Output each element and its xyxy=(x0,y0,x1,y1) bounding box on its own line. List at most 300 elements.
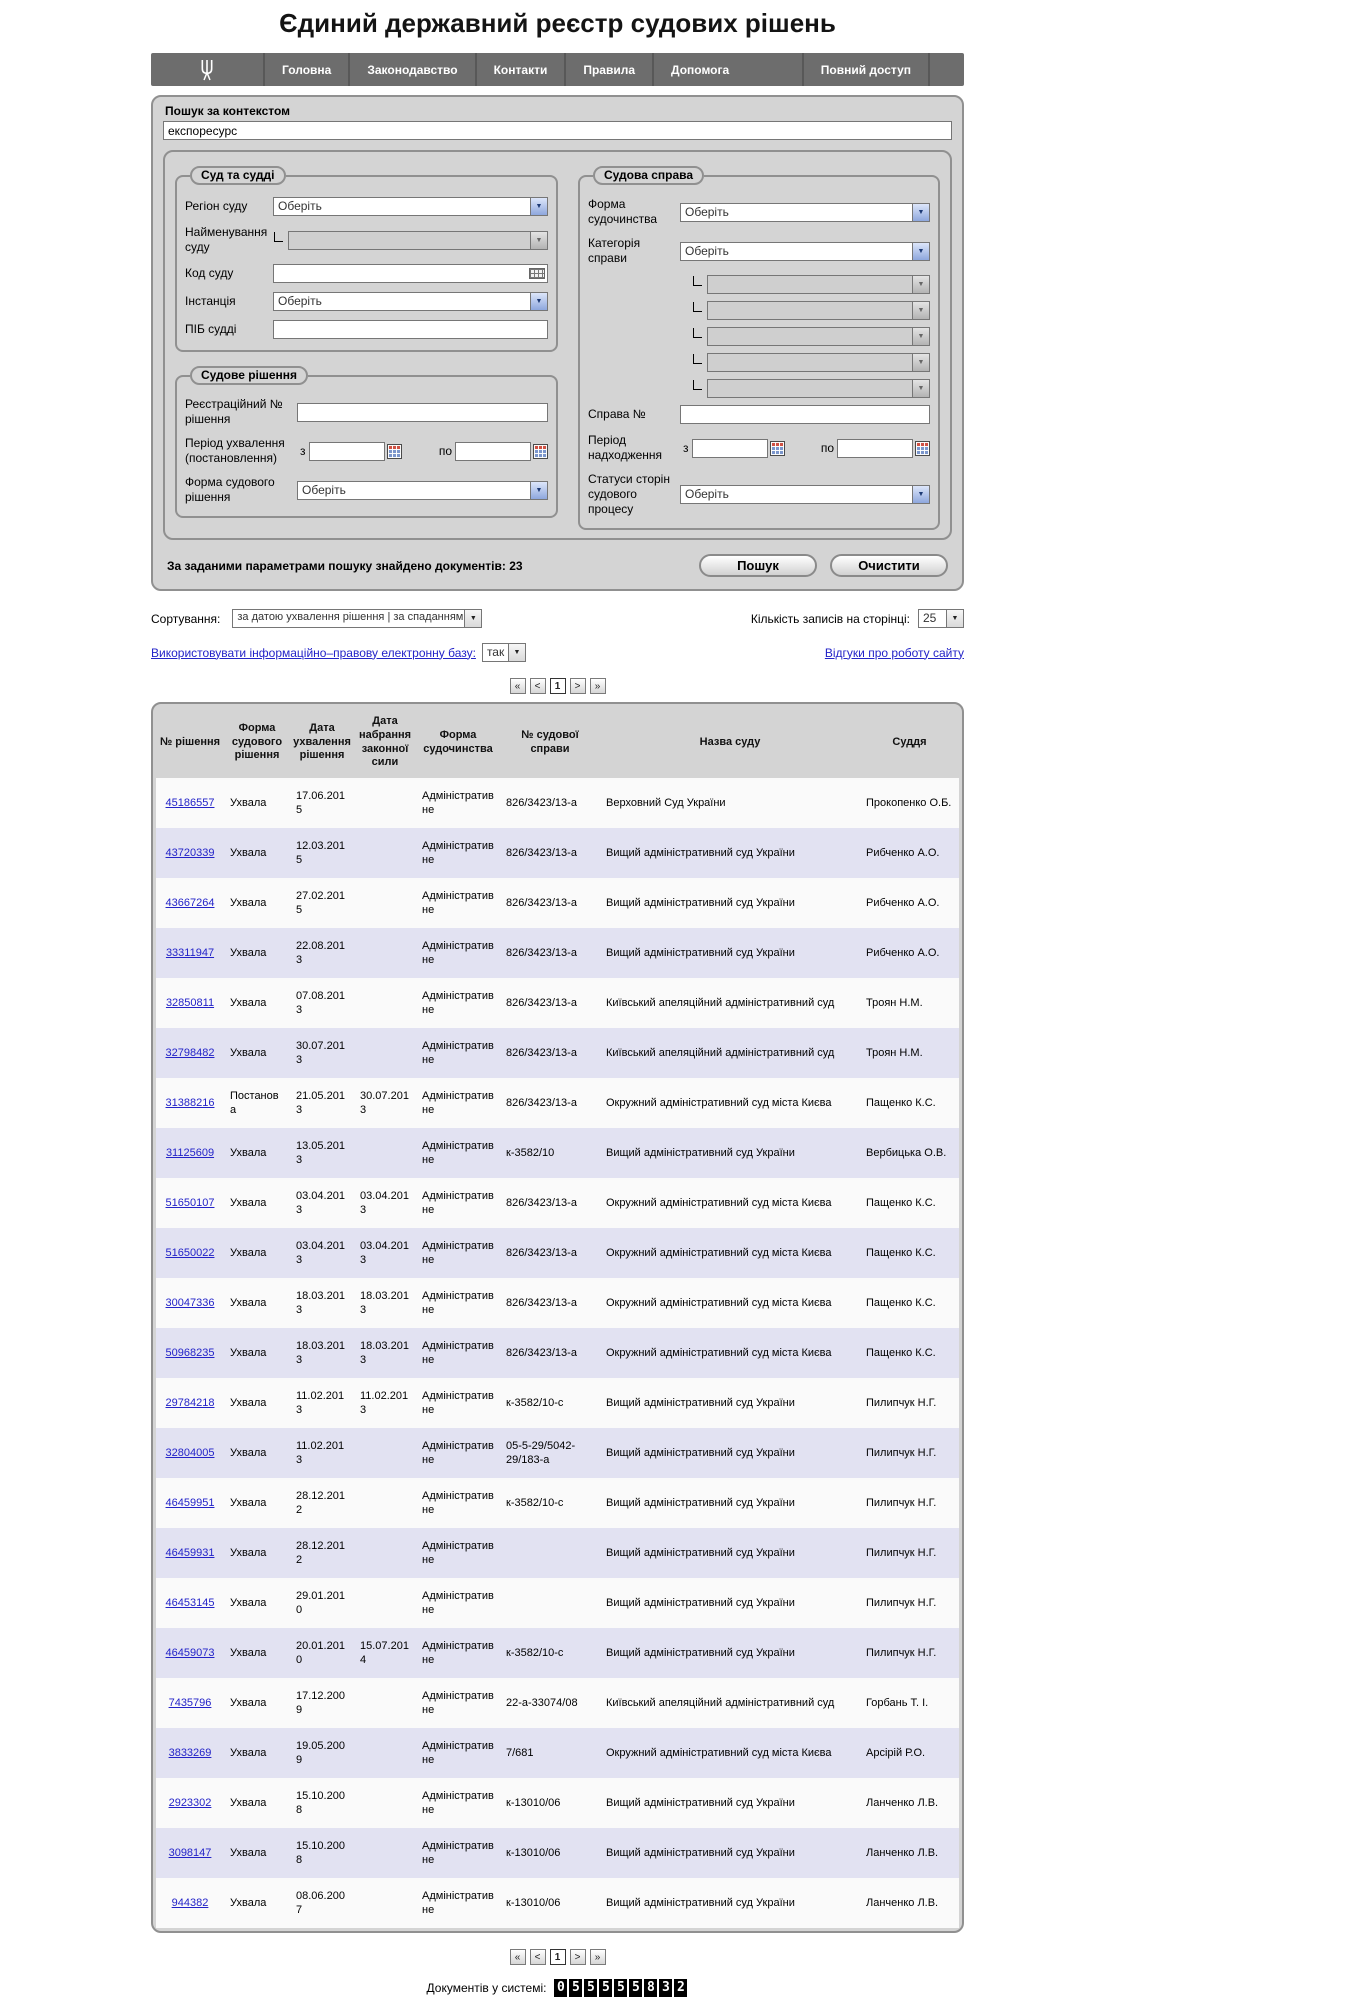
sort-value: за датою ухвалення рішення | за спаданням xyxy=(237,611,464,623)
case-subcategory-row xyxy=(692,301,930,320)
table-row xyxy=(156,978,959,1028)
nav-item-rules[interactable]: Правила xyxy=(564,53,652,86)
table-row xyxy=(156,1278,959,1328)
decision-link[interactable]: 51650022 xyxy=(165,1246,215,1259)
adoption-date-cell: 17.12.2009 xyxy=(296,1689,345,1716)
decision-form-cell: Ухвала xyxy=(230,1146,267,1159)
proceeding-form-cell: Адміністративне xyxy=(422,939,494,966)
court-name-cell: Вищий адміністративний суд України xyxy=(606,1496,795,1509)
decision-form-cell: Ухвала xyxy=(230,1396,267,1409)
decision-number-cell xyxy=(156,1428,224,1478)
judge-cell: Ланченко Л.В. xyxy=(866,1796,939,1809)
decision-number-cell xyxy=(156,1578,224,1628)
case-category-select[interactable] xyxy=(680,242,930,261)
decision-fieldset xyxy=(175,366,558,518)
pagination-prev-button[interactable]: < xyxy=(530,678,546,694)
decision-link[interactable]: 50968235 xyxy=(165,1346,215,1359)
adoption-date-cell: 13.05.2013 xyxy=(296,1139,345,1166)
chevron-down-icon xyxy=(912,276,929,293)
left-column xyxy=(175,152,558,518)
case-number-cell: к-3582/10-с xyxy=(506,1496,564,1509)
col-decision-number: № рішення xyxy=(159,735,221,748)
adoption-date-cell: 11.02.2013 xyxy=(296,1389,345,1416)
proceeding-form-cell: Адміністративне xyxy=(422,1389,494,1416)
effective-date-cell xyxy=(354,778,416,828)
decision-number-cell xyxy=(156,978,224,1028)
effective-date-cell: 03.04.2013 xyxy=(360,1190,409,1217)
party-status-label: Статуси сторін судового процесу xyxy=(588,472,670,516)
effective-date-cell: 11.02.2013 xyxy=(360,1390,409,1417)
calendar-icon[interactable] xyxy=(915,441,930,456)
proceeding-form-row xyxy=(588,197,930,227)
reg-number-input[interactable] xyxy=(297,403,548,422)
page-title: Єдиний державний реєстр судових рішень xyxy=(279,8,836,38)
col-judge: Суддя xyxy=(892,735,927,748)
decision-form-select[interactable] xyxy=(297,481,548,500)
case-number-cell: 826/3423/13-а xyxy=(506,1296,577,1309)
context-search-input[interactable] xyxy=(163,121,952,140)
decision-legend: Судове рішення xyxy=(190,366,308,385)
effective-date-cell xyxy=(354,1128,416,1178)
proceeding-form-cell: Адміністративне xyxy=(422,1039,494,1066)
search-panel xyxy=(151,95,964,591)
decision-form-cell: Ухвала xyxy=(230,1896,267,1909)
court-name-cell: Окружний адміністративний суд міста Києва xyxy=(606,1746,832,1759)
court-name-label: Найменування суду xyxy=(185,225,268,254)
chevron-down-icon xyxy=(912,380,929,397)
effective-date-cell xyxy=(354,1678,416,1728)
case-number-label: Справа № xyxy=(588,407,646,421)
proceeding-form-cell: Адміністративне xyxy=(422,1239,494,1266)
case-number-cell: 826/3423/13-а xyxy=(506,846,577,859)
coat-of-arms-logo xyxy=(151,53,263,86)
case-number-cell: к-13010/06 xyxy=(506,1796,561,1809)
decision-number-cell xyxy=(156,1778,224,1828)
judge-cell: Прокопенко О.Б. xyxy=(866,796,952,809)
decision-link[interactable]: 29784218 xyxy=(165,1396,215,1409)
feedback-link[interactable]: Відгуки про роботу сайту xyxy=(824,645,964,660)
decision-link[interactable]: 46453145 xyxy=(165,1596,215,1609)
results-table-header xyxy=(156,707,959,778)
decision-number-cell xyxy=(156,1328,224,1378)
adoption-date-cell: 12.03.2015 xyxy=(296,839,345,866)
case-number-cell: 826/3423/13-а xyxy=(506,896,577,909)
nav-item-full-access[interactable]: Повний доступ xyxy=(802,53,930,86)
proceeding-form-cell: Адміністративне xyxy=(422,1139,494,1166)
effective-date-cell xyxy=(354,928,416,978)
case-category-label: Категорія справи xyxy=(588,236,641,265)
effective-date-cell: 18.03.2013 xyxy=(360,1340,409,1367)
case-subcategory-select-4 xyxy=(707,353,930,372)
effective-date-cell: 03.04.2013 xyxy=(360,1240,409,1267)
adoption-period-row xyxy=(185,436,548,466)
decision-number-cell xyxy=(156,1228,224,1278)
chevron-down-icon xyxy=(912,302,929,319)
search-button[interactable]: Пошук xyxy=(699,554,817,577)
effective-date-cell xyxy=(354,878,416,928)
adoption-date-from-input[interactable] xyxy=(309,442,385,461)
table-row xyxy=(156,1728,959,1778)
case-number-input[interactable] xyxy=(680,405,930,424)
col-case-number: № судової справи xyxy=(521,728,579,755)
proceeding-form-cell: Адміністративне xyxy=(422,1089,494,1116)
decision-link[interactable]: 30047336 xyxy=(165,1296,215,1309)
court-judges-fieldset xyxy=(175,166,558,352)
proceeding-form-label: Форма судочинства xyxy=(588,197,658,226)
system-counter-label: Документів у системі: xyxy=(426,1981,547,1995)
effective-date-cell: 15.07.2014 xyxy=(360,1640,409,1667)
judge-cell: Троян Н.М. xyxy=(866,1046,923,1059)
proceeding-form-cell: Адміністративне xyxy=(422,1589,494,1616)
decision-link[interactable]: 944382 xyxy=(171,1896,209,1909)
sort-select[interactable] xyxy=(232,609,482,628)
case-number-cell: 05-5-29/5042-29/183-а xyxy=(506,1439,576,1466)
instance-value: Оберіть xyxy=(278,294,322,308)
system-counter xyxy=(151,1979,964,1997)
decision-form-cell: Ухвала xyxy=(230,1796,267,1809)
chevron-down-icon xyxy=(464,610,481,627)
period-to-label: по xyxy=(438,444,452,458)
court-name-row xyxy=(185,225,548,255)
decision-form-cell: Ухвала xyxy=(230,1246,267,1259)
case-category-value: Оберіть xyxy=(685,243,729,258)
proceeding-form-cell: Адміністративне xyxy=(422,1839,494,1866)
court-name-cell: Окружний адміністративний суд міста Києва xyxy=(606,1346,832,1359)
court-name-cell: Окружний адміністративний суд міста Києва xyxy=(606,1246,832,1259)
case-fieldset xyxy=(578,166,940,530)
decision-link[interactable]: 33311947 xyxy=(165,946,215,959)
pagination-top xyxy=(151,678,964,694)
decision-link[interactable]: 43667264 xyxy=(165,896,215,909)
decision-link[interactable]: 46459951 xyxy=(165,1496,215,1509)
decision-number-cell xyxy=(156,1078,224,1128)
decision-number-cell xyxy=(156,1528,224,1578)
decision-link[interactable]: 2923302 xyxy=(168,1796,212,1809)
pagination-last-button[interactable]: » xyxy=(590,1949,606,1965)
case-subcategory-select-2 xyxy=(707,301,930,320)
court-name-cell: Вищий адміністративний суд України xyxy=(606,1396,795,1409)
proceeding-form-cell: Адміністративне xyxy=(422,1889,494,1916)
chevron-down-icon xyxy=(530,482,547,499)
adoption-date-to-input[interactable] xyxy=(455,442,531,461)
nav-item-home[interactable]: Головна xyxy=(263,53,348,86)
effective-date-cell xyxy=(354,978,416,1028)
case-number-cell: 826/3423/13-а xyxy=(506,1196,577,1209)
decision-form-row xyxy=(185,475,548,505)
right-column xyxy=(578,152,940,530)
chevron-down-icon xyxy=(946,610,963,627)
decision-form-cell: Ухвала xyxy=(230,1196,267,1209)
decision-link[interactable]: 31388216 xyxy=(165,1096,215,1109)
judge-cell: Вербицька О.В. xyxy=(866,1146,947,1159)
decision-form-cell: Ухвала xyxy=(230,996,267,1009)
judge-cell: Рибченко А.О. xyxy=(866,846,940,859)
proceeding-form-cell: Адміністративне xyxy=(422,1189,494,1216)
court-name-cell: Вищий адміністративний суд України xyxy=(606,846,795,859)
court-judges-legend: Суд та судді xyxy=(190,166,286,185)
court-code-row xyxy=(185,264,548,283)
nav-item-help[interactable]: Допомога xyxy=(652,53,746,86)
calendar-icon[interactable] xyxy=(770,441,785,456)
branch-corner-icon xyxy=(693,354,702,364)
links-row xyxy=(151,643,964,662)
judge-cell: Рибченко А.О. xyxy=(866,896,940,909)
proceeding-form-value: Оберіть xyxy=(685,204,729,219)
per-page-label: Кількість записів на сторінці: xyxy=(750,611,910,626)
case-number-cell: к-3582/10-с xyxy=(506,1396,564,1409)
pagination-last-button[interactable]: » xyxy=(590,678,606,694)
judge-cell: Пащенко К.С. xyxy=(866,1196,936,1209)
table-row xyxy=(156,1578,959,1628)
judge-name-label: ПІБ судді xyxy=(185,322,237,336)
col-court-name: Назва суду xyxy=(699,735,761,748)
decision-number-cell xyxy=(156,1728,224,1778)
table-row xyxy=(156,1678,959,1728)
case-number-cell: к-13010/06 xyxy=(506,1896,561,1909)
table-row xyxy=(156,1828,959,1878)
pagination-next-button[interactable]: > xyxy=(570,1949,586,1965)
nav-item-legislation[interactable]: Законодавство xyxy=(348,53,474,86)
legal-base-link[interactable]: Використовувати інформаційно–правову електронну базу: xyxy=(151,645,476,660)
judge-cell: Пащенко К.С. xyxy=(866,1246,936,1259)
decision-link[interactable]: 45186557 xyxy=(165,796,215,809)
counter-digit: 5 xyxy=(599,1979,612,1997)
col-decision-form: Форма судового рішення xyxy=(231,721,283,762)
results-table-panel xyxy=(151,702,964,1933)
decision-form-cell: Ухвала xyxy=(230,896,267,909)
table-row xyxy=(156,778,959,828)
chevron-down-icon xyxy=(912,486,929,503)
branch-corner-icon xyxy=(693,302,702,312)
decision-link[interactable]: 46459073 xyxy=(165,1646,215,1659)
proceeding-form-cell: Адміністративне xyxy=(422,1689,494,1716)
clear-button[interactable]: Очистити xyxy=(830,554,948,577)
chevron-down-icon xyxy=(530,232,547,249)
decision-number-cell xyxy=(156,1278,224,1328)
case-number-cell: 22-а-33074/08 xyxy=(506,1696,578,1709)
court-name-cell: Вищий адміністративний суд України xyxy=(606,1596,795,1609)
decision-form-cell: Постанова xyxy=(230,1089,279,1116)
calendar-icon[interactable] xyxy=(533,444,548,459)
branch-corner-icon xyxy=(693,328,702,338)
decision-link[interactable]: 3098147 xyxy=(168,1846,212,1859)
decision-number-cell xyxy=(156,1028,224,1078)
decision-number-cell xyxy=(156,1628,224,1678)
keyboard-icon[interactable] xyxy=(529,268,545,279)
decision-form-cell: Ухвала xyxy=(230,946,267,959)
adoption-date-cell: 17.06.2015 xyxy=(296,789,345,816)
legal-base-select[interactable] xyxy=(482,643,526,662)
case-number-cell: к-3582/10 xyxy=(506,1146,555,1159)
court-name-cell: Вищий адміністративний суд України xyxy=(606,1796,795,1809)
decision-form-cell: Ухвала xyxy=(230,796,267,809)
judge-cell: Пащенко К.С. xyxy=(866,1346,936,1359)
calendar-icon[interactable] xyxy=(387,444,402,459)
court-name-cell: Вищий адміністративний суд України xyxy=(606,1646,795,1659)
adoption-date-cell: 28.12.2012 xyxy=(296,1539,345,1566)
proceeding-form-cell: Адміністративне xyxy=(422,1539,494,1566)
period-from-label: з xyxy=(300,444,306,458)
decision-form-cell: Ухвала xyxy=(230,1546,267,1559)
legal-base-value: так xyxy=(486,645,505,659)
instance-label: Інстанція xyxy=(185,294,236,308)
effective-date-cell xyxy=(354,1428,416,1478)
decision-link[interactable]: 43720339 xyxy=(165,846,215,859)
sort-controls-row xyxy=(151,609,964,628)
party-status-row xyxy=(588,472,930,517)
decision-link[interactable]: 32798482 xyxy=(165,1046,215,1059)
pagination-first-button[interactable]: « xyxy=(510,678,526,694)
chevron-down-icon xyxy=(912,204,929,221)
adoption-date-cell: 29.01.2010 xyxy=(296,1589,345,1616)
nav-item-contacts[interactable]: Контакти xyxy=(475,53,565,86)
judge-cell: Пащенко К.С. xyxy=(866,1096,936,1109)
decision-form-cell: Ухвала xyxy=(230,1696,267,1709)
counter-digit: 0 xyxy=(554,1979,567,1997)
adoption-date-cell: 03.04.2013 xyxy=(296,1189,345,1216)
proceeding-form-select[interactable] xyxy=(680,203,930,222)
period-from-label: з xyxy=(683,441,689,455)
decision-number-cell xyxy=(156,1828,224,1878)
effective-date-cell xyxy=(354,1728,416,1778)
pagination-page-button[interactable]: 1 xyxy=(550,1949,566,1965)
proceeding-form-cell: Адміністративне xyxy=(422,989,494,1016)
effective-date-cell xyxy=(354,1878,416,1928)
decision-form-cell: Ухвала xyxy=(230,1646,267,1659)
adoption-period-label: Період ухвалення (постановлення) xyxy=(185,436,285,465)
adoption-date-cell: 07.08.2013 xyxy=(296,989,345,1016)
pagination-bottom xyxy=(151,1949,964,1965)
decision-form-cell: Ухвала xyxy=(230,1446,267,1459)
decision-form-cell: Ухвала xyxy=(230,1296,267,1309)
decision-number-cell xyxy=(156,1478,224,1528)
court-region-select[interactable] xyxy=(273,197,548,216)
judge-cell: Ланченко Л.В. xyxy=(866,1846,939,1859)
decision-link[interactable]: 32850811 xyxy=(165,996,215,1009)
case-subcategory-row xyxy=(692,353,930,372)
decision-form-cell: Ухвала xyxy=(230,1346,267,1359)
adoption-date-cell: 19.05.2009 xyxy=(296,1739,345,1766)
judge-cell: Пилипчук Н.Г. xyxy=(866,1596,937,1609)
instance-select[interactable] xyxy=(273,292,548,311)
table-row xyxy=(156,1028,959,1078)
party-status-select[interactable] xyxy=(680,485,930,504)
case-number-cell: к-13010/06 xyxy=(506,1846,561,1859)
chevron-down-icon xyxy=(508,644,525,661)
table-row xyxy=(156,1128,959,1178)
judge-cell: Ланченко Л.В. xyxy=(866,1896,939,1909)
adoption-date-cell: 11.02.2013 xyxy=(296,1439,345,1466)
decision-link[interactable]: 46459931 xyxy=(165,1546,215,1559)
proceeding-form-cell: Адміністративне xyxy=(422,1439,494,1466)
judge-name-input[interactable] xyxy=(273,320,548,339)
counter-digit: 2 xyxy=(674,1979,687,1997)
court-name-cell: Окружний адміністративний суд міста Києва xyxy=(606,1096,832,1109)
decision-number-cell xyxy=(156,1178,224,1228)
receipt-date-to-input[interactable] xyxy=(837,439,913,458)
adoption-date-cell: 22.08.2013 xyxy=(296,939,345,966)
col-effective-date: Дата набрання законної сили xyxy=(358,715,412,769)
decision-form-cell: Ухвала xyxy=(230,1496,267,1509)
counter-digit: 5 xyxy=(614,1979,627,1997)
judge-cell: Пащенко К.С. xyxy=(866,1296,936,1309)
court-code-label: Код суду xyxy=(185,266,234,280)
decision-form-cell: Ухвала xyxy=(230,1046,267,1059)
decision-link[interactable]: 7435796 xyxy=(168,1696,212,1709)
judge-cell: Троян Н.М. xyxy=(866,996,923,1009)
judge-cell: Пилипчук Н.Г. xyxy=(866,1396,937,1409)
pagination-next-button[interactable]: > xyxy=(570,678,586,694)
decision-link[interactable]: 3833269 xyxy=(168,1746,212,1759)
case-number-cell: 826/3423/13-а xyxy=(506,946,577,959)
form-footer xyxy=(163,554,952,577)
receipt-date-from-input[interactable] xyxy=(692,439,768,458)
court-name-cell: Вищий адміністративний суд України xyxy=(606,896,795,909)
pagination-first-button[interactable]: « xyxy=(510,1949,526,1965)
case-number-cell xyxy=(500,1528,600,1578)
counter-digit: 5 xyxy=(629,1979,642,1997)
adoption-date-cell: 27.02.2015 xyxy=(296,889,345,916)
adoption-date-cell: 15.10.2008 xyxy=(296,1789,345,1816)
adoption-date-cell: 03.04.2013 xyxy=(296,1239,345,1266)
col-adoption-date: Дата ухвалення рішення xyxy=(293,721,351,762)
effective-date-cell xyxy=(354,1028,416,1078)
chevron-down-icon xyxy=(912,243,929,260)
col-proceeding-form: Форма судочинства xyxy=(423,728,493,755)
judge-name-row xyxy=(185,320,548,339)
decision-link[interactable]: 31125609 xyxy=(165,1146,215,1159)
decision-link[interactable]: 51650107 xyxy=(165,1196,215,1209)
decision-number-cell xyxy=(156,1378,224,1428)
proceeding-form-cell: Адміністративне xyxy=(422,839,494,866)
adoption-date-cell: 21.05.2013 xyxy=(296,1089,345,1116)
table-row xyxy=(156,1078,959,1128)
chevron-down-icon xyxy=(530,293,547,310)
judge-cell: Пилипчук Н.Г. xyxy=(866,1646,937,1659)
proceeding-form-cell: Адміністративне xyxy=(422,1789,494,1816)
court-region-label: Регіон суду xyxy=(185,199,248,213)
page-container xyxy=(151,6,964,1997)
per-page-select[interactable] xyxy=(918,609,964,628)
pagination-page-button[interactable]: 1 xyxy=(550,678,566,694)
nav-end-spacer xyxy=(930,53,964,86)
trident-icon xyxy=(199,58,215,82)
branch-corner-icon xyxy=(693,380,702,390)
table-row xyxy=(156,1428,959,1478)
court-region-value: Оберіть xyxy=(278,199,322,213)
effective-date-cell xyxy=(354,1578,416,1628)
effective-date-cell xyxy=(354,1778,416,1828)
table-row xyxy=(156,1628,959,1678)
decision-link[interactable]: 32804005 xyxy=(165,1446,215,1459)
court-name-cell: Київський апеляційний адміністративний суд xyxy=(606,1696,835,1709)
judge-cell: Пилипчук Н.Г. xyxy=(866,1446,937,1459)
judge-cell: Горбань Т. І. xyxy=(866,1696,929,1709)
proceeding-form-cell: Адміністративне xyxy=(422,1339,494,1366)
decision-form-cell: Ухвала xyxy=(230,1846,267,1859)
court-name-cell: Окружний адміністративний суд міста Києва xyxy=(606,1196,832,1209)
context-search-label: Пошук за контекстом xyxy=(165,104,291,118)
case-number-cell: к-3582/10-с xyxy=(506,1646,564,1659)
table-row xyxy=(156,1778,959,1828)
proceeding-form-cell: Адміністративне xyxy=(422,1639,494,1666)
table-row xyxy=(156,1328,959,1378)
court-code-input[interactable] xyxy=(273,264,548,283)
pagination-prev-button[interactable]: < xyxy=(530,1949,546,1965)
court-name-cell: Вищий адміністративний суд України xyxy=(606,1896,795,1909)
adoption-date-cell: 30.07.2013 xyxy=(296,1039,345,1066)
decision-number-cell xyxy=(156,878,224,928)
